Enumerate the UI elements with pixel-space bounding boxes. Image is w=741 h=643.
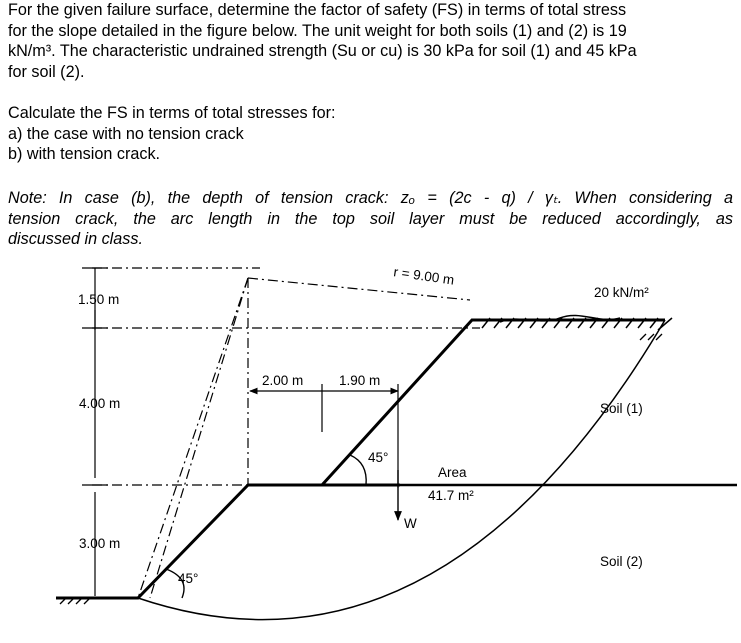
surcharge-hatch [480, 315, 672, 330]
radius-label: r = 9.00 m [392, 264, 456, 288]
note [8, 188, 733, 250]
task-list [8, 103, 733, 165]
task-b: b) with tension crack. [8, 145, 161, 163]
dim-soil1: 4.00 m [79, 396, 121, 411]
slope-figure [0, 255, 741, 643]
area-label: Area [438, 465, 467, 480]
note-line-1: Note: In case (b), the depth of tension crack: zₒ = (2c - q) / γₜ. When considering a [8, 189, 733, 207]
task-heading: Calculate the FS in terms of total stresses for: [8, 104, 336, 122]
failure-arc [138, 320, 665, 620]
dim-horizontal-1: 2.00 m [262, 373, 304, 388]
note-line-3: discussed in class. [8, 230, 143, 248]
problem-statement [8, 0, 733, 82]
slope-angle-label: 45° [368, 450, 389, 465]
intro-line-1: For the given failure surface, determine the factor of safety (FS) in terms of total stress [8, 1, 627, 19]
slope-angle-arc [350, 455, 366, 485]
radius-lines [92, 268, 480, 598]
note-line-2: tension crack, the arc length in the top soil layer must be reduced accordingly, as [8, 209, 733, 228]
surcharge-label: 20 kN/m² [594, 285, 649, 300]
horizontal-dimension [250, 384, 398, 488]
task-a: a) the case with no tension crack [8, 124, 244, 143]
intro-line-3: kN/m³. The characteristic undrained strength (Su or cu) is 30 kPa for soil (1) and 45 kPa [8, 42, 637, 60]
area-value: 41.7 m² [428, 488, 474, 503]
dim-soil2: 3.00 m [79, 536, 121, 551]
soil1-label: Soil (1) [600, 401, 643, 416]
dim-horizontal-2: 1.90 m [339, 373, 381, 388]
weight-label: W [404, 516, 417, 531]
intro-line-4: for soil (2). [8, 62, 85, 81]
intro-line-2: for the slope detailed in the figure below. The unit weight for both soils (1) and (2) is 19 [8, 21, 627, 40]
soil2-label: Soil (2) [600, 554, 643, 569]
dim-top-layer: 1.50 m [78, 292, 120, 307]
toe-angle-label: 45° [178, 571, 199, 586]
